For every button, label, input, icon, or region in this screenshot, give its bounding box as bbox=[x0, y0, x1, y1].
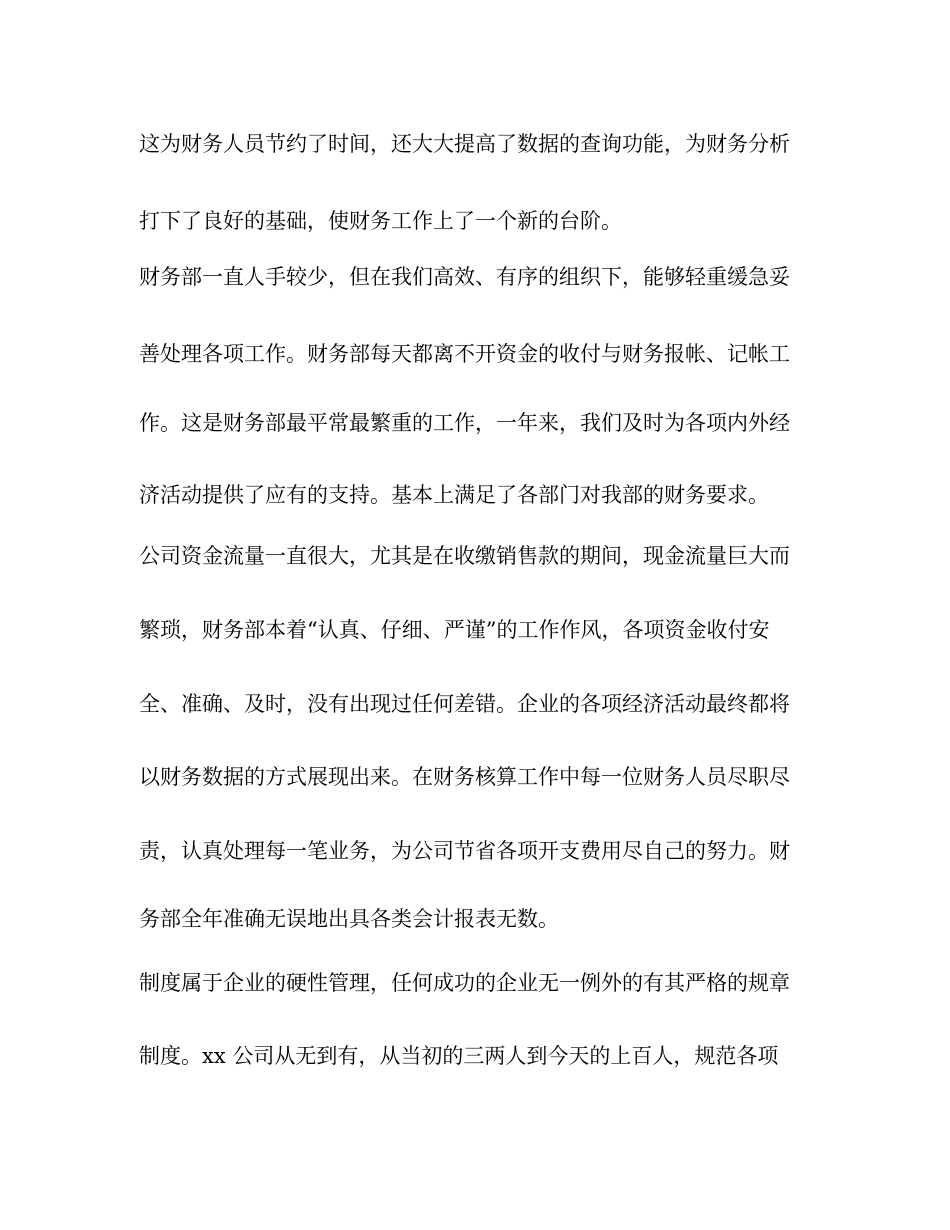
paragraph-3-line-2: 繁琐，财务部本着“认真、仔细、严谨”的工作作风，各项资金收付安 bbox=[139, 618, 770, 642]
paragraph-3-line-4: 以财务数据的方式展现出来。在财务核算工作中每一位财务人员尽职尽 bbox=[139, 765, 790, 789]
paragraph-2-line-3: 作。这是财务部最平常最繁重的工作，一年来，我们及时为各项内外经 bbox=[139, 411, 790, 435]
paragraph-3-line-5: 责，认真处理每一笔业务，为公司节省各项开支费用尽自己的努力。财 bbox=[139, 839, 790, 863]
paragraph-1-line-1: 这为财务人员节约了时间，还大大提高了数据的查询功能，为财务分析 bbox=[139, 132, 790, 156]
paragraph-2-line-1: 财务部一直人手较少，但在我们高效、有序的组织下，能够轻重缓急妥 bbox=[139, 265, 790, 289]
paragraph-4-line-2: 制度。xx 公司从无到有，从当初的三两人到今天的上百人，规范各项 bbox=[139, 1044, 779, 1068]
paragraph-2-line-2: 善处理各项工作。财务部每天都离不开资金的收付与财务报帐、记帐工 bbox=[139, 342, 790, 366]
paragraph-4-line-1: 制度属于企业的硬性管理，任何成功的企业无一例外的有其严格的规章 bbox=[139, 971, 790, 995]
paragraph-3-line-1: 公司资金流量一直很大，尤其是在收缴销售款的期间，现金流量巨大而 bbox=[139, 544, 790, 568]
paragraph-3-line-6: 务部全年准确无误地出具各类会计报表无数。 bbox=[139, 907, 559, 931]
paragraph-2-line-4: 济活动提供了应有的支持。基本上满足了各部门对我部的财务要求。 bbox=[139, 483, 769, 507]
paragraph-3-line-3: 全、准确、及时，没有出现过任何差错。企业的各项经济活动最终都将 bbox=[139, 692, 790, 716]
paragraph-1-line-2: 打下了良好的基础，使财务工作上了一个新的台阶。 bbox=[139, 209, 622, 233]
